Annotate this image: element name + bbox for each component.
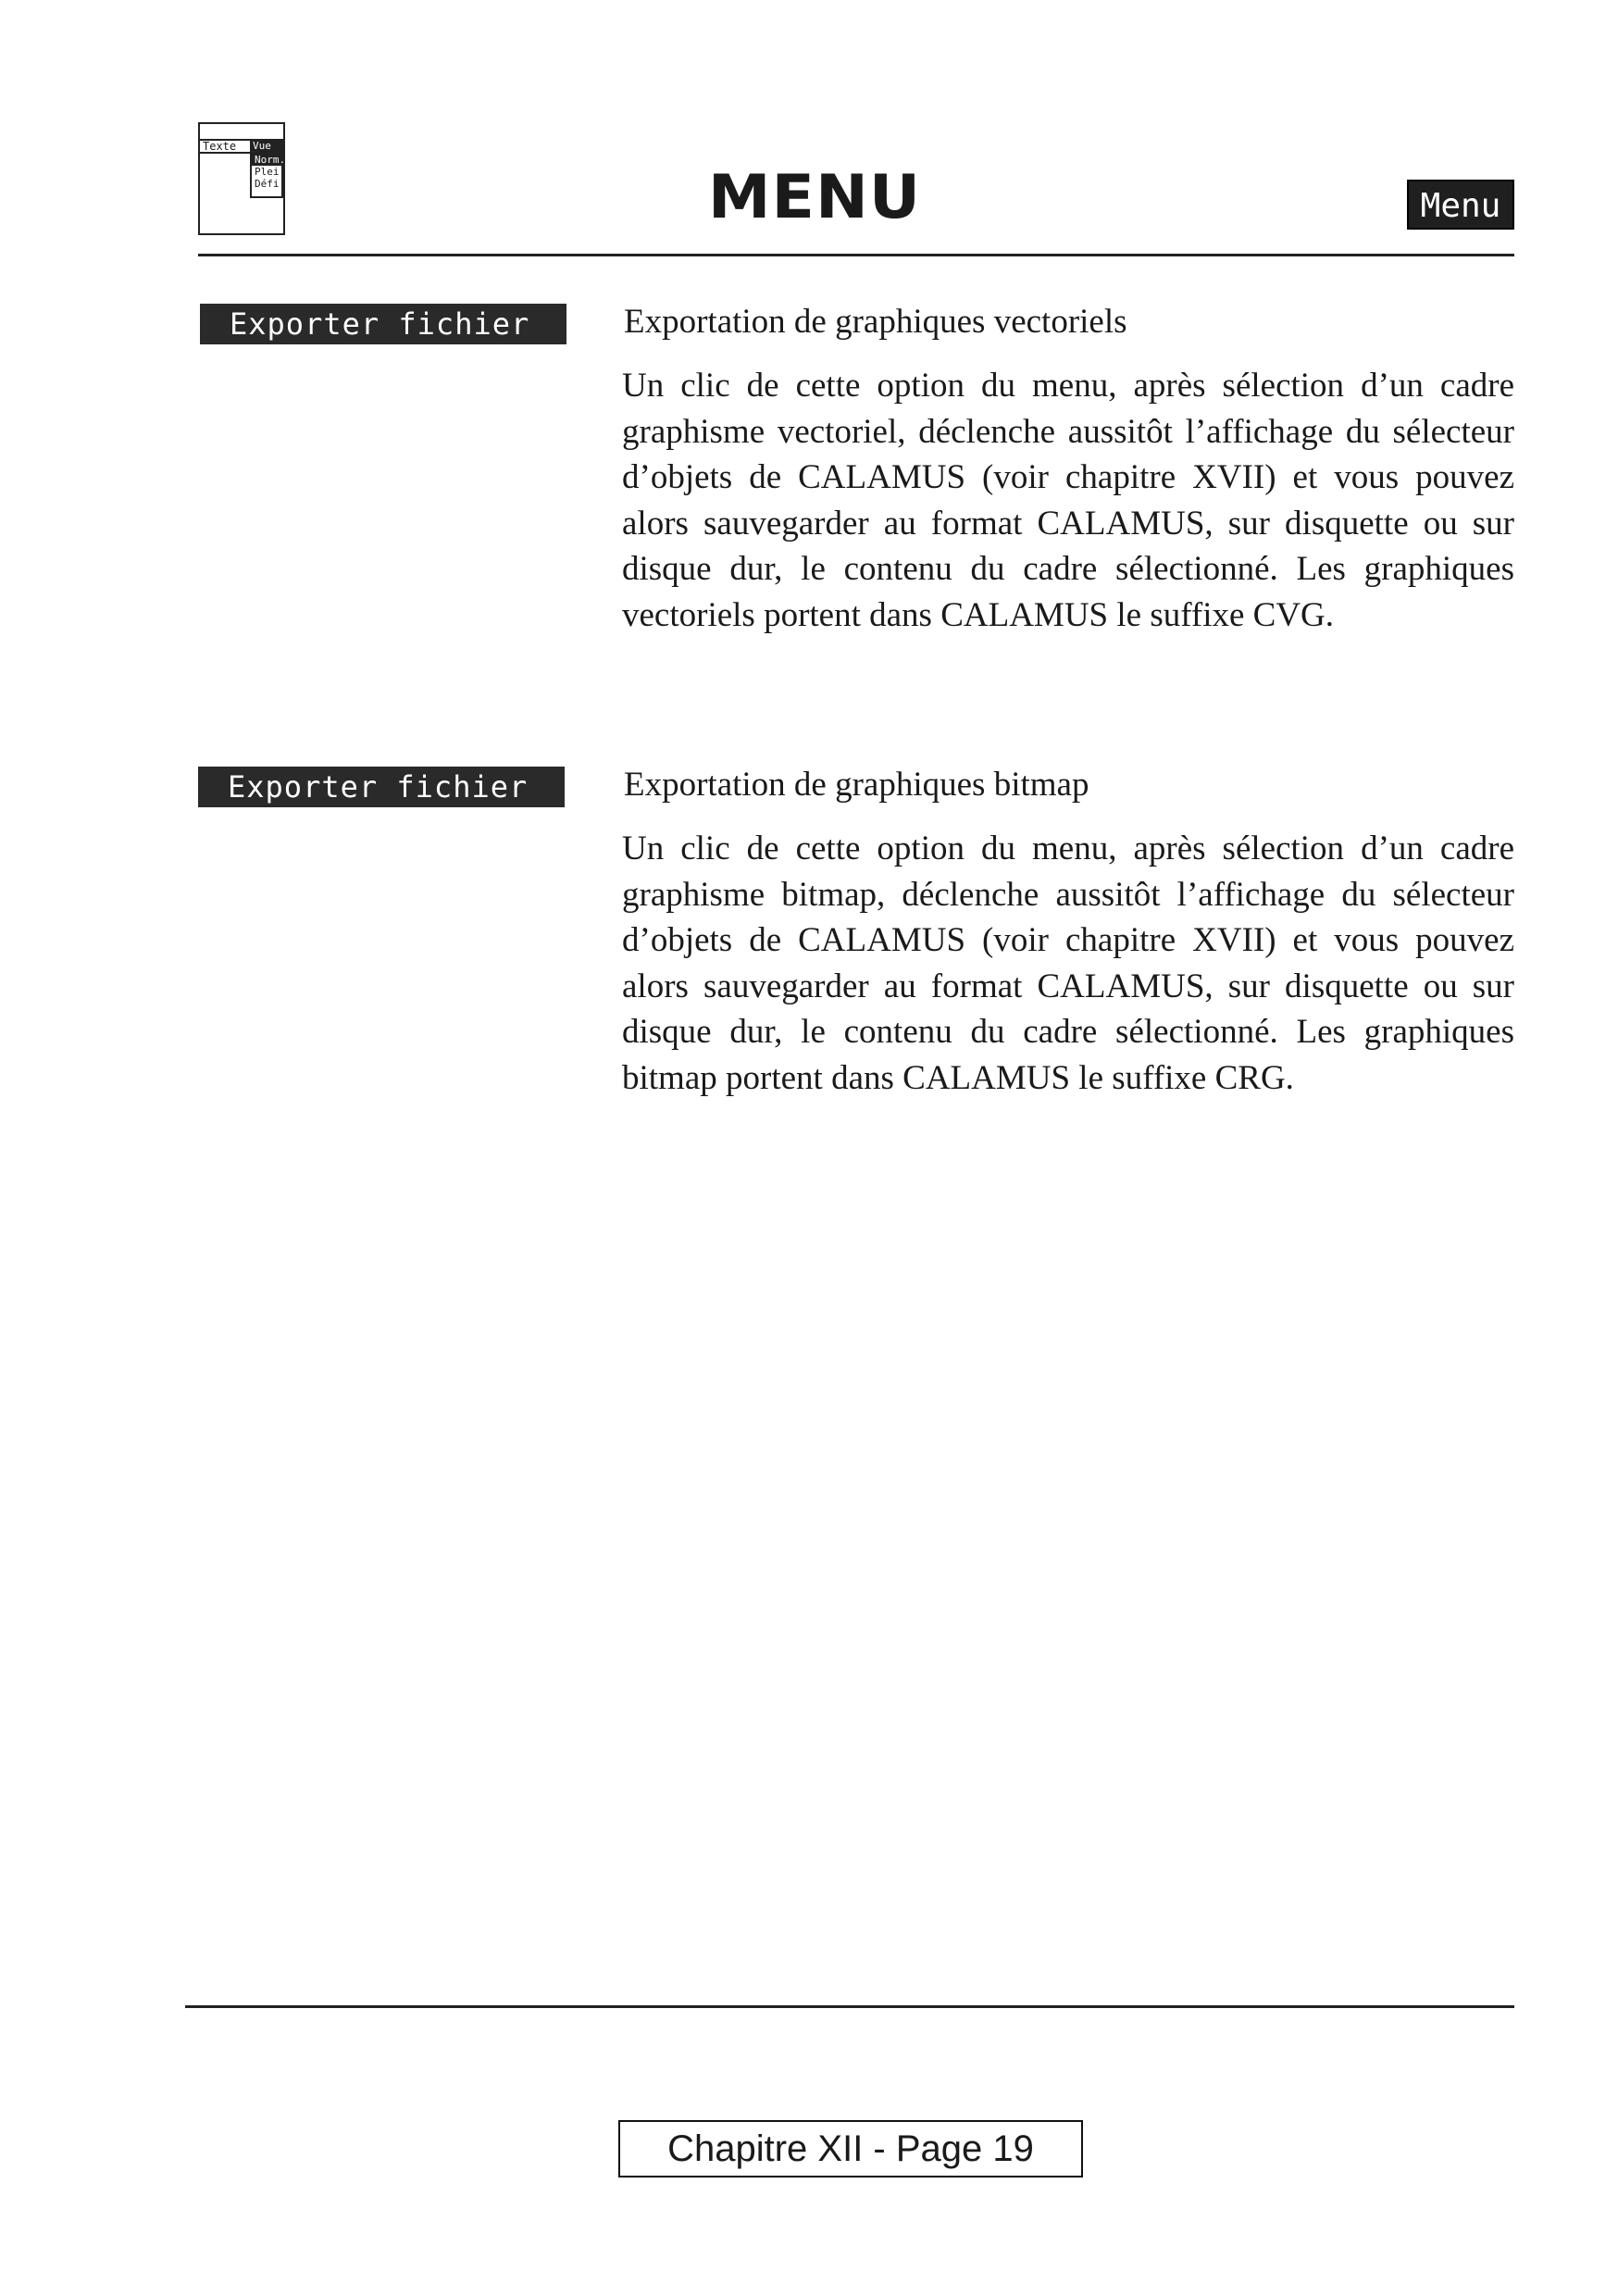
header-divider <box>198 254 1514 256</box>
menu-diagram-item: Plei <box>255 166 280 178</box>
footer-divider <box>185 2005 1514 2008</box>
section-body: Un clic de cette option du menu, après sélection d’un cadre graphisme vectoriel, déclenche aussitôt l’affichage du sélecteur d’objets de CALAMUS (voir chapitre XVII) et vous pouvez alors sauvegarder au format CALAMUS, sur disquette ou sur disque dur, le contenu du cadre sélectionné. Les graphiques vectoriels portent dans CALAMUS le suffixe CVG. <box>622 367 1514 634</box>
section-heading: Exportation de graphiques bitmap <box>624 766 1089 804</box>
menu-diagram-item: Norm. <box>252 154 281 166</box>
menu-diagram-bar-item: Texte <box>203 140 237 153</box>
page-title: MENU <box>707 163 922 233</box>
menu-diagram-item: Défi <box>255 178 280 190</box>
menu-diagram-active-menu: Vue <box>250 140 283 153</box>
page-number-box: Chapitre XII - Page 19 <box>618 2120 1083 2177</box>
menu-label-export-file: Exporter fichier <box>198 767 565 807</box>
menu-diagram-dropdown <box>250 154 286 198</box>
menu-diagram-icon <box>198 122 285 235</box>
menu-label-export-file: Exporter fichier <box>200 304 566 344</box>
section-body: Un clic de cette option du menu, après sélection d’un cadre graphisme bitmap, déclenche aussitôt l’affichage du sélecteur d’objets de CALAMUS (voir chapitre XVII) et vous pouvez alors sauvegarder au format CALAMUS, sur disquette ou sur disque dur, le contenu du cadre sélectionné. Les graphiques bitmap portent dans CALAMUS le suffixe CRG. <box>622 830 1514 1097</box>
section-heading: Exportation de graphiques vectoriels <box>624 303 1127 341</box>
menu-badge: Menu <box>1407 180 1514 230</box>
